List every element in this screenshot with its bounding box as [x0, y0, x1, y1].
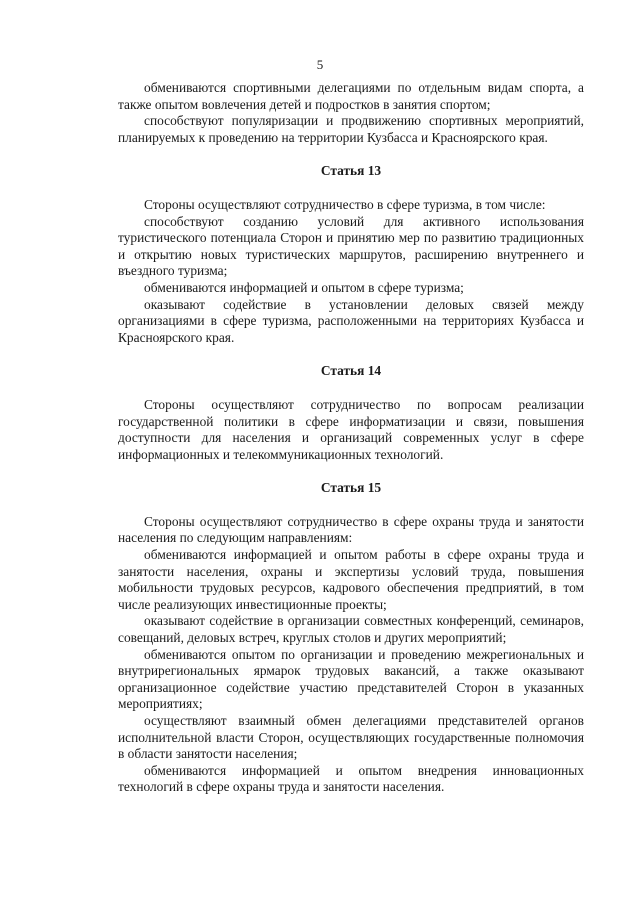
- section-article-15: [118, 480, 584, 796]
- paragraph: Стороны осуществляют сотрудничество в сфере туризма, в том числе:: [144, 196, 546, 212]
- paragraph: оказывают содействие в установлении деловых связей между организациями в сфере туризма, расположенными на территориях Кузбасса и Красноярского края.: [118, 296, 584, 345]
- paragraph: оказывают содействие в организации совместных конференций, семинаров, совещаний, деловых встреч, круглых столов и других мероприятий;: [118, 613, 584, 646]
- document-body: [118, 80, 584, 796]
- article-heading: Статья 14: [320, 363, 382, 379]
- article-heading: Статья 13: [320, 163, 382, 179]
- page-number: 5: [316, 57, 324, 72]
- paragraph: способствуют популяризации и продвижению спортивных мероприятий, планируемых к проведению на территории Кузбасса и Красноярского края.: [118, 113, 584, 145]
- section-intro: [118, 80, 584, 146]
- paragraph: обмениваются информацией и опытом внедрения инновационных технологий в сфере охраны труда и занятости населения.: [118, 762, 584, 795]
- paragraph: способствуют созданию условий для активного использования туристического потенциала Сторон и принятию мер по развитию традиционных и открытию новых туристических маршрутов, расширению внутреннего и въездного туризма;: [118, 213, 584, 279]
- paragraph: обмениваются информацией и опытом в сфере туризма;: [144, 279, 464, 295]
- article-heading: Статья 15: [320, 480, 382, 496]
- paragraph: осуществляют взаимный обмен делегациями представителей органов исполнительной власти Сторон, осуществляющих государственные полномочия в области занятости населения;: [118, 713, 584, 762]
- paragraph: обмениваются информацией и опытом работы в сфере охраны труда и занятости населения, охраны и экспертизы условий труда, повышения мобильности трудовых ресурсов, кадрового обеспечения предприятий, в том числе реализующих инвестиционные проекты;: [118, 547, 584, 612]
- paragraph: обмениваются опытом по организации и проведению межрегиональных и внутрирегиональных ярмарок трудовых вакансий, а также оказывают организационное содействие участию представителей Сторон в указанных мероприятиях;: [118, 646, 584, 712]
- paragraph: Стороны осуществляют сотрудничество по вопросам реализации государственной политики в сфере информатизации и связи, повышения доступности для населения и организаций современных услуг в сфере информационных и телекоммуникационных технологий.: [118, 396, 584, 462]
- paragraph: обмениваются спортивными делегациями по отдельным видам спорта, а также опытом вовлечения детей и подростков в занятия спортом;: [118, 80, 584, 112]
- section-article-14: [118, 363, 584, 463]
- paragraph: Стороны осуществляют сотрудничество в сфере охраны труда и занятости населения по следующим направлениям:: [118, 513, 584, 546]
- section-article-13: [118, 163, 584, 346]
